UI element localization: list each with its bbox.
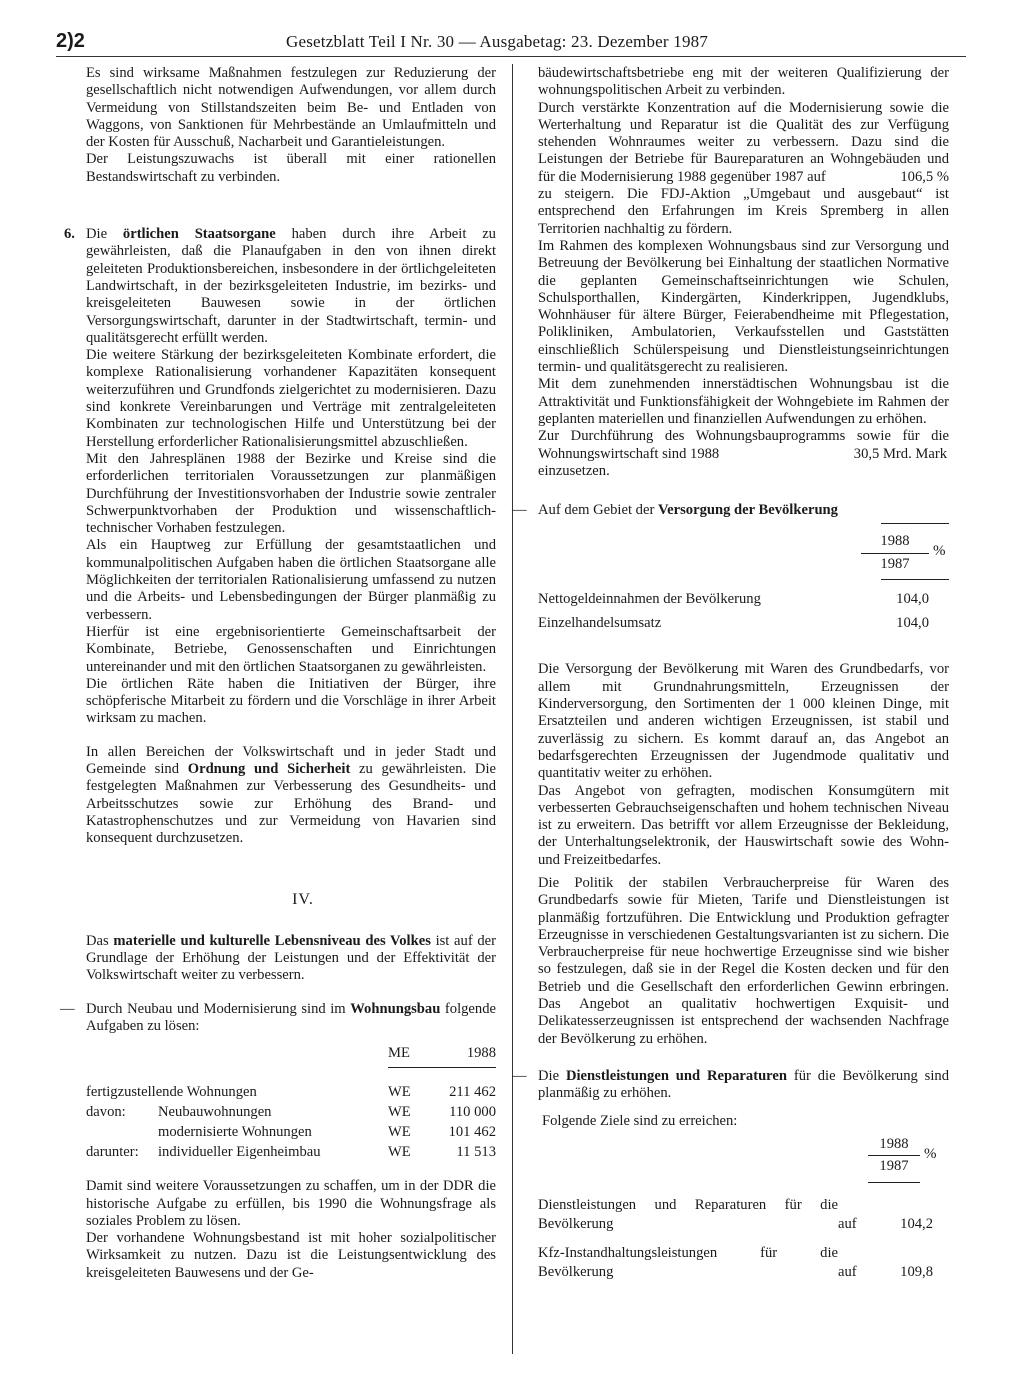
row-prefix: darunter:: [86, 1144, 139, 1161]
bold-term: örtlichen Staatsorgane: [122, 226, 276, 243]
row-unit: WE: [388, 1144, 411, 1161]
text-run: Auf dem Gebiet der: [538, 502, 655, 519]
inline-value: 106,5 %: [900, 168, 949, 185]
paragraph: [86, 933, 496, 985]
paragraph: Die weitere Stärkung der bezirksgeleiteten Kombinate erfordert, die komplexe Rationalisierung vorhandener Kapazitäten konsequent weiterzuführen und Grundfonds zielgerichtet zu modernisieren. Dazu sind konkrete Vereinbarungen und Verträge mit zentralgeleiteten Kombinaten zur technologischen Hilfe und Unterstützung bei der Herstellung erforderlicher Rationalisierungsmittel abzuschließen.: [86, 347, 496, 450]
fraction-numerator: 1988: [868, 1136, 920, 1156]
right-column: [512, 65, 950, 1282]
header-rule: [56, 56, 966, 57]
year-fraction: [861, 533, 929, 573]
row-unit: WE: [388, 1084, 411, 1101]
text-run: Das: [86, 932, 109, 949]
dienstleistungen-ratio-header: [538, 1132, 949, 1188]
dash-item-versorgung: [512, 502, 949, 519]
text-run: Durch verstärkte Konzentration auf die Modernisierung sowie die Werterhaltung und Reparatur ist die Qualität des zur Verfügung stehenden Wohnraumes weiter zu verbessern. Dazu sind die Leistungen der Betriebe für Baureparaturen an Wohngebäuden und für die Modernisierung 1988 gegenüber 1987 auf: [538, 99, 949, 185]
row-label: individueller Eigenheimbau: [158, 1144, 321, 1161]
table-row: [86, 1102, 496, 1122]
table-row: [86, 1142, 496, 1162]
row-value: 104,2: [900, 1215, 933, 1232]
text-run: einzusetzen.: [538, 462, 610, 479]
percent-sign: %: [924, 1145, 937, 1162]
paragraph: Hierfür ist eine ergebnisorientierte Gemeinschaftsarbeit der Kombinate, Betriebe, Genossenschaften und Einrichtungen untereinander und mit den örtlichen Staatsorganen zu gewährleisten.: [86, 623, 496, 675]
text-run: haben durch ihre Arbeit zu gewährleisten, daß die Planaufgaben in den von ihnen direkt geleiteten Produktionsbereichen, insbesondere in der örtlichgeleiteten Landwirtschaft, in der bezirksgeleiteten Industrie, im bezirks- und kreisgeleiteten Bauwesen sowie in der örtlichen Versorgungswirtschaft, darunter in der Stadtwirtschaft, termin- und qualitätsgerecht erfüllt werden.: [86, 226, 496, 346]
year-fraction: [868, 1136, 920, 1176]
paragraph: Als ein Hauptweg zur Erfüllung der gesamtstaatlichen und kommunalpolitischen Aufgaben haben die örtlichen Staatsorgane alle Möglichkeiten der territorialen Rationalisierung umfassend zu nutzen und die Arbeits- und Lebensbedingungen der Bürger planmäßig zu verbessern.: [86, 537, 496, 623]
row-value: 101 462: [448, 1124, 496, 1141]
text-run: Zur Durchführung des Wohnungsbauprogramms sowie für die Wohnungswirtschaft sind 1988: [538, 428, 949, 462]
row-value: 109,8: [900, 1263, 933, 1280]
column-header-year: 1988: [432, 1043, 496, 1068]
wohnungsbau-table: [86, 1043, 496, 1162]
paragraph: Folgende Ziele sind zu erreichen:: [542, 1112, 738, 1129]
percent-sign: %: [933, 543, 946, 560]
row-label: fertigzustellende Wohnungen: [86, 1084, 257, 1101]
versorgung-ratio-header: [538, 523, 949, 583]
paragraph: Das Angebot von gefragten, modischen Konsumgütern mit verbesserten Gebrauchseigenschaften und hohem technischen Niveau ist zu erweitern. Das betrifft vor allem Erzeugnisse der Bekleidung, der Unterhaltungselektronik, der Hauswirtschaft sowie des Wohn- und Freizeitbedarfes.: [538, 782, 949, 868]
paragraph: bäudewirtschaftsbetriebe eng mit der weiteren Qualifizierung der wohnungspolitischen Arbeit zu verbinden.: [538, 65, 949, 99]
text-run: ist auf der Grundlage der Erhöhung der Leistungen und der Effektivität der Volkswirtschaft weiter zu verbessern.: [86, 932, 497, 984]
page-number: 2)2: [56, 30, 85, 52]
bold-term: Wohnungsbau: [350, 1000, 441, 1017]
versorgung-table: [538, 589, 949, 633]
row-label: Neubauwohnungen: [158, 1104, 272, 1121]
section-heading: IV.: [292, 891, 314, 909]
row-value: 104,0: [896, 615, 929, 632]
paragraph: [538, 428, 949, 480]
fraction-numerator: 1988: [861, 533, 929, 553]
paragraph: [538, 1068, 949, 1103]
row-auf: auf: [838, 1263, 857, 1280]
fraction-denominator: 1987: [880, 555, 910, 572]
paragraph: Der Leistungszuwachs ist überall mit einer rationellen Bestandswirtschaft zu verbinden.: [86, 151, 496, 185]
dienstleistungen-table: [538, 1196, 949, 1282]
page-header: [56, 30, 964, 54]
row-value: 110 000: [449, 1104, 496, 1121]
dash-marker: —: [512, 502, 527, 519]
dash-marker: —: [60, 1000, 75, 1017]
bold-term: Dienstleistungen und Reparaturen: [565, 1067, 787, 1084]
table-row: [538, 1196, 949, 1244]
text-run: zu gewährleisten. Die festgelegten Maßnahmen zur Verbesserung des Gesundheits- und Arbeitsschutzes sowie zur Erhöhung des Brand- und Katastrophenschutzes und zur Vermeidung von Havarien sind konsequent durchzusetzen.: [86, 760, 497, 847]
paragraph: [538, 502, 949, 519]
text-run: Durch Neubau und Modernisierung sind im: [86, 1000, 346, 1017]
item-number: 6.: [64, 226, 75, 243]
paragraph: Die Versorgung der Bevölkerung mit Waren des Grundbedarfs, vor allem mit Grundnahrungsmitteln, Erzeugnissen der Kinderversorgung, den Sortimenten der 1 000 kleinen Dinge, mit Ersatzteilen und anderen wichtigen Erzeugnissen, ist stabil und zuverlässig zu sichern. Es kommt darauf an, das Angebot an bedarfsgerechten Erzeugnissen der Jugendmode qualitativ und quantitativ weiter zu erhöhen.: [538, 661, 949, 782]
row-label: Einzelhandelsumsatz: [538, 615, 662, 632]
row-label: Dienstleistungen und Reparaturen für die Bevölkerung: [538, 1196, 838, 1232]
fraction-denominator: 1987: [879, 1158, 909, 1175]
paragraph: Mit den Jahresplänen 1988 der Bezirke und Kreise sind die erforderlichen territorialen Voraussetzungen zur planmäßigen Durchführung der Investitionsvorhaben der Industrie sowie zentraler Schwerpunktvorhaben der Produktion und wissenschaftlich-technischer Vorhaben festzulegen.: [86, 450, 496, 537]
column-divider: [512, 64, 513, 1354]
row-auf: auf: [838, 1215, 857, 1232]
row-value: 11 513: [456, 1144, 496, 1161]
row-label: Nettogeldeinnahmen der Bevölkerung: [538, 591, 761, 608]
paragraph: Im Rahmen des komplexen Wohnungsbaus sind zur Versorgung und Betreuung der Bevölkerung bei Einhaltung der staatlichen Normative die geplanten Gemeinschaftseinrichtungen wie Schulen, Schulsporthallen, Kindergärten, Kinderkrippen, Jugendklubs, Wohnhäuser für ältere Bürger, Feierabendheime mit Pflegestation, Polikliniken, Ambulatorien, Verkaufsstellen und Gaststätten einschließlich Schülerspeisung und Dienstleistungseinrichtungen termin- und qualitätsgerecht zu realisieren.: [538, 237, 949, 376]
dash-item-wohnungsbau: [60, 1000, 496, 1036]
paragraph: Die Politik der stabilen Verbraucherpreise für Waren des Grundbedarfs sowie für Mieten, Tarife und Dienstleistungen ist planmäßig fortzuführen. Die Entwicklung und Produktion gefragter Erzeugnisse in verschiedenen Gestaltungsvarianten ist zu sichern. Die Verbraucherpreise für neue hochwertige Erzeugnisse sind wie bisher so festzulegen, daß sie in der Regel die Kosten decken und für den Betrieb und die Gesellschaft den erforderlichen Gewinn erbringen. Das Angebot an qualitativ hochwertigen Exquisit- und Delikatesserzeugnissen ist entsprechend der wachsenden Nachfrage der Bevölkerung zu erhöhen.: [538, 874, 949, 1047]
row-unit: WE: [388, 1124, 411, 1141]
text-run: Die: [538, 1067, 560, 1084]
dash-item-dienstleistungen: [512, 1067, 950, 1103]
text-run: folgende Aufgaben zu lösen:: [86, 1000, 496, 1034]
running-title: Gesetzblatt Teil I Nr. 30 — Ausgabetag: 23. Dezember 1987: [286, 32, 709, 51]
paragraph: [86, 1001, 496, 1036]
bold-term: materielle und kulturelle Lebensniveau des Volkes: [113, 932, 431, 949]
text-run: für die Bevölkerung sind planmäßig zu erhöhen.: [538, 1067, 950, 1102]
paragraph: Mit dem zunehmenden innerstädtischen Wohnungsbau ist die Attraktivität und Funktionsfähigkeit der Wohngebiete im Rahmen der geplanten materiellen und finanziellen Aufwendungen zu erhöhen.: [538, 376, 949, 427]
text-run: Die: [86, 226, 108, 243]
table-header-row: [86, 1043, 496, 1068]
paragraph: Der vorhandene Wohnungsbestand ist mit hoher sozialpolitischer Wirksamkeit zu nutzen. Dazu ist die Leistungsentwicklung des kreisgeleiteten Bauwesens und der Ge-: [86, 1230, 496, 1281]
table-row: [86, 1082, 496, 1102]
paragraph: [86, 226, 496, 347]
text-run: zu steigern. Die FDJ-Aktion „Umgebaut und ausgebaut“ ist entsprechend den Erfahrungen im Kreis Spremberg in allen Territorien nachhaltig zu fördern.: [538, 186, 949, 237]
row-value: 211 462: [449, 1084, 496, 1101]
row-label: Kfz-Instandhaltungsleistungen für die Bevölkerung: [538, 1244, 838, 1280]
row-label: modernisierte Wohnungen: [158, 1124, 312, 1141]
row-prefix: davon:: [86, 1104, 126, 1121]
bold-term: Ordnung und Sicherheit: [187, 760, 351, 777]
paragraph: Damit sind weitere Voraussetzungen zu schaffen, um in der DDR die historische Aufgabe zu erfüllen, bis 1990 die Wohnungsfrage als soziales Problem zu lösen.: [86, 1178, 496, 1229]
dash-marker: —: [512, 1067, 527, 1084]
table-row: [538, 1244, 949, 1282]
text-run: In allen Bereichen der Volkswirtschaft und in jeder Stadt und Gemeinde sind: [86, 743, 496, 777]
row-value: 104,0: [896, 591, 929, 608]
paragraph: [538, 100, 949, 238]
left-column: [60, 65, 497, 1282]
paragraph: [86, 744, 496, 848]
bold-term: Versorgung der Bevölkerung: [657, 502, 838, 519]
table-row: [538, 589, 949, 613]
inline-value: 30,5 Mrd. Mark: [853, 445, 947, 462]
row-prefix: [86, 1122, 158, 1142]
paragraph: Es sind wirksame Maßnahmen festzulegen zur Reduzierung der gesellschaftlich nicht notwendigen Aufwendungen, vor allem durch Vermeidung von Stillstandszeiten beim Be- und Entladen von Waggons, von Sanktionen für Mehrbestände an Umlaufmitteln und der Kosten für Ausschuß, Nacharbeit und Garantieleistungen.: [86, 65, 496, 151]
numbered-item-6: [64, 226, 496, 728]
table-row: [538, 613, 949, 633]
paragraph: Die örtlichen Räte haben die Initiativen der Bürger, ihre schöpferische Mitarbeit zu fördern und die Vorschläge in ihrer Arbeit wirksam zu machen.: [86, 675, 496, 727]
table-row: [86, 1122, 496, 1142]
column-header-unit: ME: [388, 1043, 432, 1068]
row-unit: WE: [388, 1104, 411, 1121]
